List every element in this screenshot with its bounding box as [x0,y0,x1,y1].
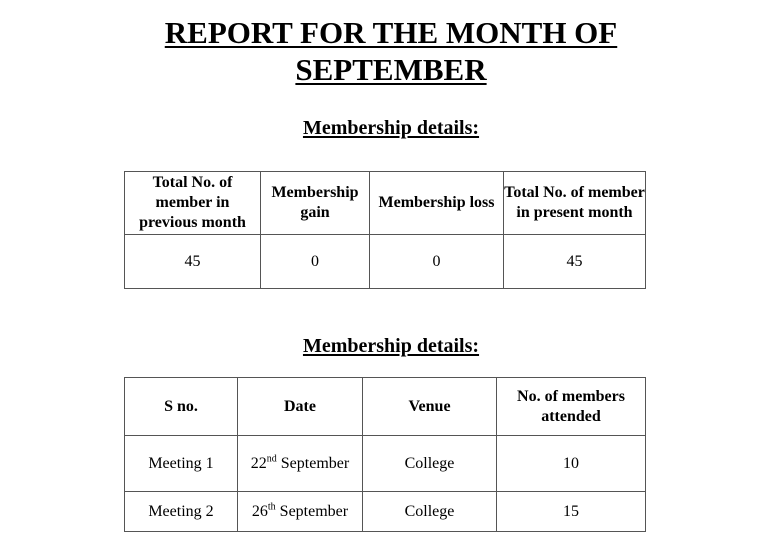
report-title-line2: SEPTEMBER [295,52,487,87]
meeting-sno: Meeting 2 [125,492,238,532]
table-header-row [125,378,646,436]
header-venue: Venue [363,378,497,436]
report-title [0,14,768,88]
value-membership-gain: 0 [261,235,370,289]
meeting-sno: Meeting 1 [125,436,238,492]
meeting-venue: College [363,492,497,532]
header-attended: No. of members attended [497,378,646,436]
value-previous-month: 45 [125,235,261,289]
table-row [125,492,646,532]
date-suffix: th [267,501,276,513]
meetings-section-title: Membership details: [302,335,480,357]
table-row [125,436,646,492]
header-date: Date [238,378,363,436]
date-month: September [279,502,349,520]
header-sno: S no. [125,378,238,436]
header-present-month: Total No. of member in present month [504,172,646,235]
membership-section-title: Membership details: [302,117,480,139]
date-day: 22 [250,454,267,472]
meeting-attended: 15 [497,492,646,532]
meetings-table [124,377,646,532]
date-day: 26 [251,502,268,520]
meeting-attended: 10 [497,436,646,492]
value-present-month: 45 [504,235,646,289]
header-previous-month: Total No. of member in previous month [125,172,261,235]
date-month: September [280,454,350,472]
date-suffix: nd [266,453,277,465]
meeting-venue: College [363,436,497,492]
table-row [125,235,646,289]
meeting-date [238,436,363,492]
meeting-date [238,492,363,532]
header-membership-loss: Membership loss [370,172,504,235]
table-header-row [125,172,646,235]
header-membership-gain: Membership gain [261,172,370,235]
membership-summary-table [124,171,646,289]
value-membership-loss: 0 [370,235,504,289]
report-title-line1: REPORT FOR THE MONTH OF [164,15,618,50]
